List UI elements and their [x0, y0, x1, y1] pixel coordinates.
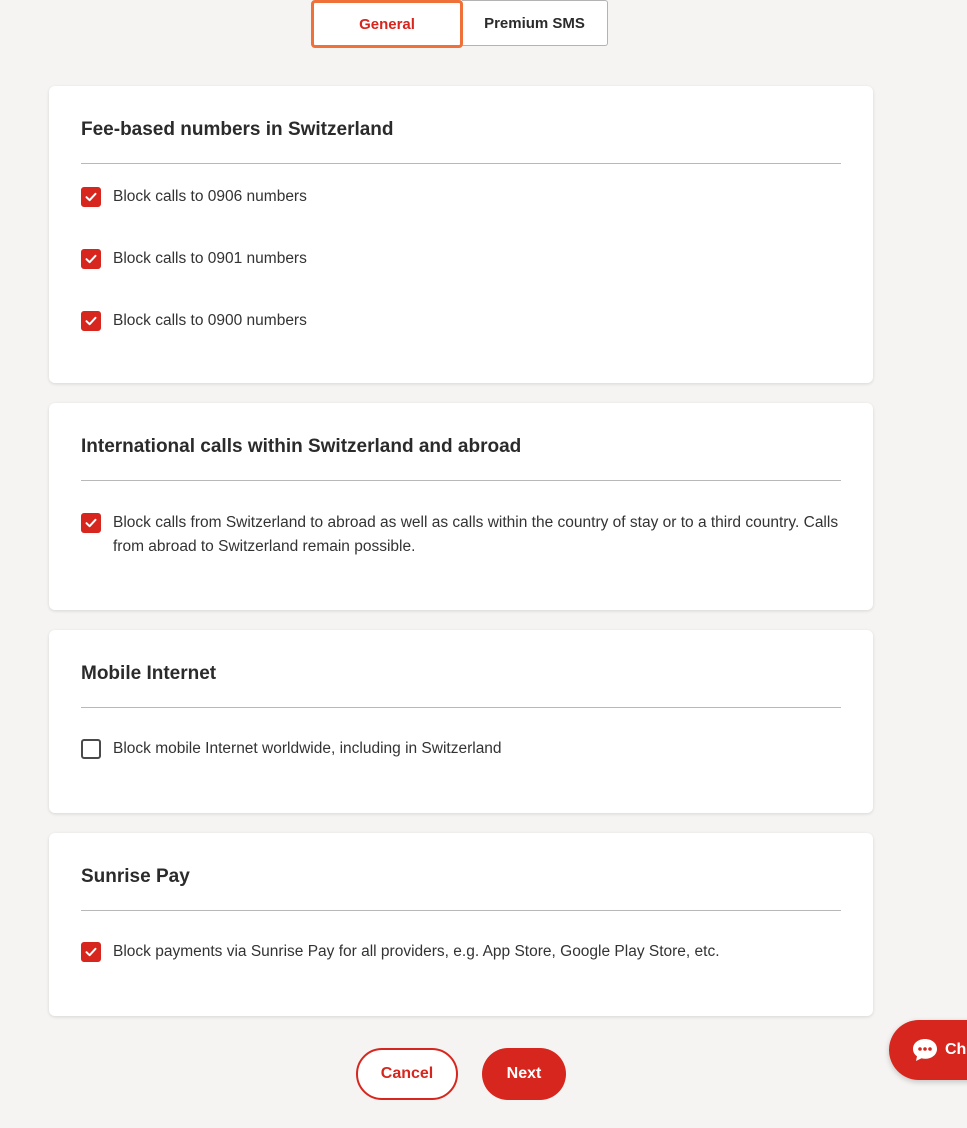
tab-bar [311, 0, 608, 48]
checkbox-checked[interactable] [81, 513, 101, 533]
option-label: Block calls to 0900 numbers [113, 312, 307, 329]
section-title: Mobile Internet [81, 630, 841, 708]
option-block-international-calls[interactable] [81, 511, 841, 559]
section-sunrise-pay [49, 833, 873, 1016]
tab-general[interactable]: General [311, 0, 463, 48]
checkbox-checked[interactable] [81, 311, 101, 331]
option-block-sunrise-pay[interactable] [81, 940, 841, 964]
checkmark-icon [84, 252, 98, 266]
checkbox-unchecked[interactable] [81, 739, 101, 759]
section-title: International calls within Switzerland and abroad [81, 403, 841, 481]
tab-premium-sms[interactable]: Premium SMS [462, 0, 608, 46]
option-label: Block calls from Switzerland to abroad as well as calls within the country of stay or to a third country. Calls from abroad to Switzerland remain possible. [113, 514, 839, 555]
chat-bubble-icon [911, 1037, 939, 1063]
checkbox-checked[interactable] [81, 942, 101, 962]
next-button[interactable]: Next [482, 1048, 566, 1100]
section-title: Fee-based numbers in Switzerland [81, 86, 841, 164]
chat-label: Ch [945, 1041, 967, 1058]
option-label: Block payments via Sunrise Pay for all providers, e.g. App Store, Google Play Store, etc. [113, 943, 720, 960]
option-label: Block calls to 0906 numbers [113, 188, 307, 205]
checkbox-checked[interactable] [81, 249, 101, 269]
checkmark-icon [84, 945, 98, 959]
option-block-mobile-internet[interactable] [81, 737, 841, 761]
checkmark-icon [84, 314, 98, 328]
chat-button[interactable] [889, 1020, 967, 1080]
section-international-calls [49, 403, 873, 610]
option-label: Block calls to 0901 numbers [113, 250, 307, 267]
option-block-0901[interactable] [81, 247, 841, 271]
checkmark-icon [84, 190, 98, 204]
checkbox-checked[interactable] [81, 187, 101, 207]
option-block-0906[interactable] [81, 185, 841, 209]
cancel-button[interactable]: Cancel [356, 1048, 458, 1100]
option-block-0900[interactable] [81, 309, 841, 333]
section-mobile-internet [49, 630, 873, 813]
checkmark-icon [84, 516, 98, 530]
section-title: Sunrise Pay [81, 833, 841, 911]
option-label: Block mobile Internet worldwide, including in Switzerland [113, 740, 502, 757]
section-fee-based-numbers [49, 86, 873, 383]
